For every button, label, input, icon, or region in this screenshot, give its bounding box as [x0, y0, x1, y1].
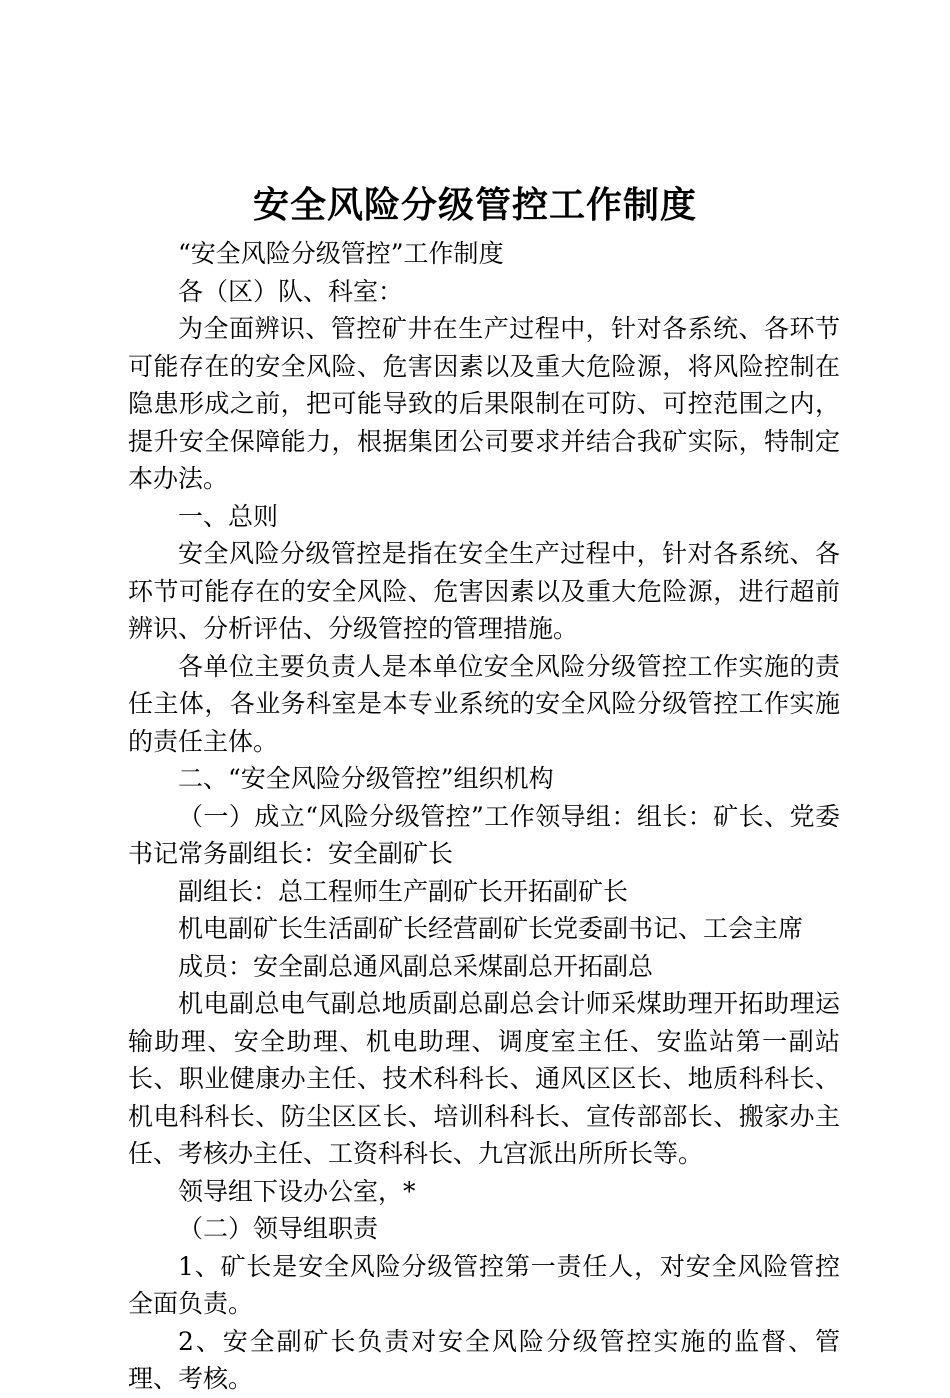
section-heading: 二、“安全风险分级管控”组织机构: [178, 764, 554, 793]
paragraph: 副组长：总工程师生产副矿长开拓副矿长: [178, 876, 629, 906]
paragraph: 为全面辨识、管控矿井在生产过程中，针对各系统、各环节可能存在的安全风险、危害因素以及重大危险源，将风险控制在隐患形成之前，把可能导致的后果限制在可防、可控范围之内，提升安全保障能力，根据集团公司要求并结合我矿实际，特制定本办法。: [128, 314, 840, 493]
paragraph: 机电副矿长生活副矿长经营副矿长党委副书记、工会主席: [178, 914, 804, 943]
paragraph: 领导组下设办公室，*: [178, 1176, 416, 1206]
sub-heading: （二）领导组职责: [178, 1214, 379, 1243]
paragraph: （一）成立“风险分级管控”工作领导组：组长：矿长、党委书记常务副组长：安全副矿长: [128, 801, 840, 868]
paragraph: 2、安全副矿长负责对安全风险分级管控实施的监督、管理、考核。: [128, 1326, 840, 1393]
document-title: 安全风险分级管控工作制度: [252, 185, 697, 226]
paragraph: 各（区）队、科室：: [178, 276, 404, 306]
paragraph: 1、矿长是安全风险分级管控第一责任人，对安全风险管控全面负责。: [128, 1251, 840, 1318]
paragraph: 安全风险分级管控是指在安全生产过程中，针对各系统、各环节可能存在的安全风险、危害因素以及重大危险源，进行超前辨识、分析评估、分级管控的管理措施。: [128, 539, 840, 643]
section-heading: 一、总则: [178, 501, 279, 531]
paragraph: 成员：安全副总通风副总采煤副总开拓副总: [178, 951, 654, 981]
paragraph: 各单位主要负责人是本单位安全风险分级管控工作实施的责任主体，各业务科室是本专业系统的安全风险分级管控工作实施的责任主体。: [128, 651, 840, 756]
paragraph: 机电副总电气副总地质副总副总会计师采煤助理开拓助理运输助理、安全助理、机电助理、调度室主任、安监站第一副站长、职业健康办主任、技术科科长、通风区区长、地质科科长、机电科科长、防尘区区长、培训科科长、宣传部部长、搬家办主任、考核办主任、工资科科长、九宫派出所所长等。: [128, 989, 840, 1168]
paragraph: “安全风险分级管控”工作制度: [178, 239, 504, 268]
document-body: [128, 235, 840, 1398]
